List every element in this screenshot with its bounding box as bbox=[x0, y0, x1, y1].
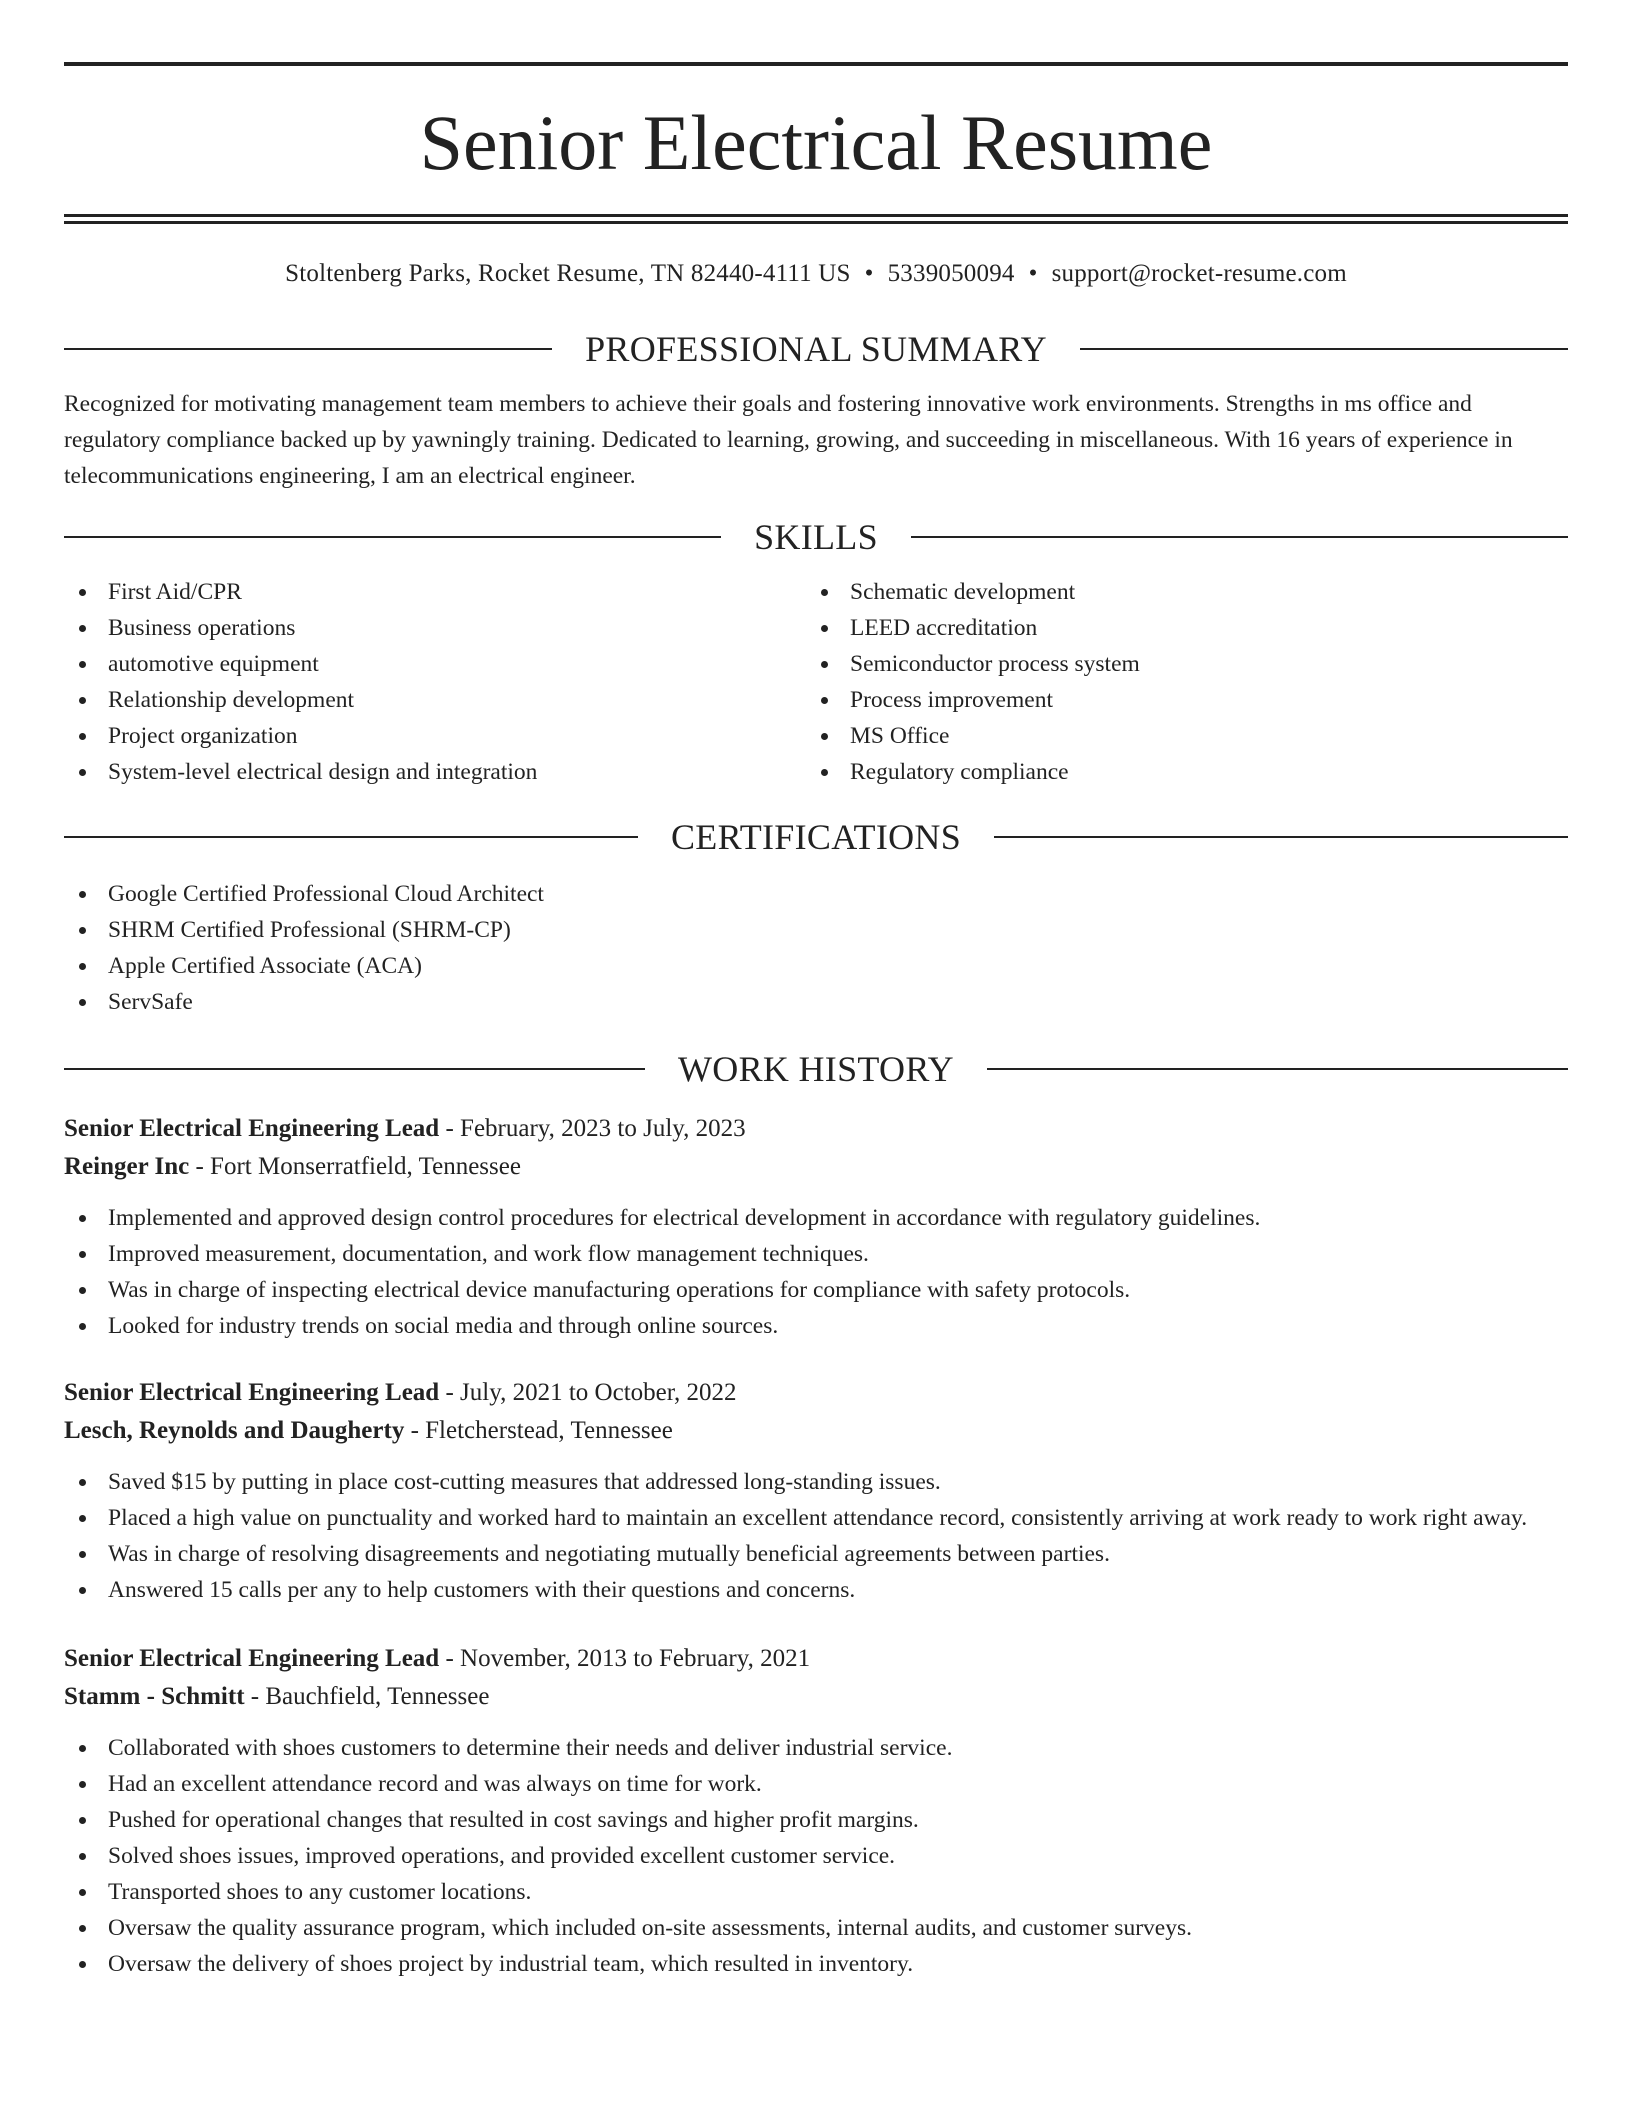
skill-item: Project organization bbox=[64, 718, 806, 754]
resume-title: Senior Electrical Resume bbox=[419, 99, 1213, 186]
job-duties-list bbox=[64, 1464, 1568, 1608]
skill-item: Regulatory compliance bbox=[806, 754, 1548, 790]
certifications-heading bbox=[64, 816, 1568, 858]
work-history-heading-label: WORK HISTORY bbox=[678, 1049, 954, 1089]
heading-rule bbox=[1080, 348, 1568, 350]
heading-rule bbox=[987, 1068, 1568, 1070]
job-title-line bbox=[64, 1640, 1568, 1678]
job-duties-list bbox=[64, 1730, 1568, 1982]
contact-address: Stoltenberg Parks, Rocket Resume, TN 82440-4111 US bbox=[285, 260, 851, 287]
job-duty-item: Answered 15 calls per any to help customers with their questions and concerns. bbox=[64, 1572, 1568, 1608]
skills-heading bbox=[64, 516, 1568, 558]
job-duty-item: Pushed for operational changes that resulted in cost savings and higher profit margins. bbox=[64, 1802, 1568, 1838]
skill-item: System-level electrical design and integration bbox=[64, 754, 806, 790]
job-company-line bbox=[64, 1678, 1568, 1716]
certification-item: Google Certified Professional Cloud Architect bbox=[64, 876, 1568, 912]
job-dates: - November, 2013 to February, 2021 bbox=[439, 1645, 811, 1672]
job-duty-item: Saved $15 by putting in place cost-cutting measures that addressed long-standing issues. bbox=[64, 1464, 1568, 1500]
job-title-line bbox=[64, 1110, 1568, 1148]
job-entry bbox=[64, 1640, 1568, 1982]
skill-item: MS Office bbox=[806, 718, 1548, 754]
skill-item: Business operations bbox=[64, 610, 806, 646]
job-company: Stamm - Schmitt bbox=[64, 1683, 245, 1710]
job-entry bbox=[64, 1374, 1568, 1608]
job-duty-item: Collaborated with shoes customers to determine their needs and deliver industrial service. bbox=[64, 1730, 1568, 1766]
contact-phone: 5339050094 bbox=[887, 260, 1015, 287]
skill-item: Relationship development bbox=[64, 682, 806, 718]
job-company: Reinger Inc bbox=[64, 1153, 190, 1180]
skill-item: LEED accreditation bbox=[806, 610, 1548, 646]
certification-item: ServSafe bbox=[64, 984, 1568, 1020]
resume-container bbox=[64, 62, 1568, 1982]
skills-heading-label: SKILLS bbox=[754, 517, 878, 557]
contact-separator: • bbox=[864, 260, 874, 287]
job-entry bbox=[64, 1110, 1568, 1344]
job-duty-item: Oversaw the quality assurance program, which included on-site assessments, internal audits, and customer surveys. bbox=[64, 1910, 1568, 1946]
job-location: - Fletcherstead, Tennessee bbox=[404, 1417, 673, 1444]
job-duty-item: Was in charge of inspecting electrical device manufacturing operations for compliance with safety protocols. bbox=[64, 1272, 1568, 1308]
skill-item: First Aid/CPR bbox=[64, 574, 806, 610]
skill-item: Semiconductor process system bbox=[806, 646, 1548, 682]
contact-separator: • bbox=[1028, 260, 1038, 287]
heading-rule bbox=[64, 836, 638, 838]
job-duty-item: Looked for industry trends on social media and through online sources. bbox=[64, 1308, 1568, 1344]
heading-rule bbox=[64, 348, 552, 350]
skill-item: Process improvement bbox=[806, 682, 1548, 718]
skill-item: Schematic development bbox=[806, 574, 1548, 610]
certification-item: SHRM Certified Professional (SHRM-CP) bbox=[64, 912, 1568, 948]
work-history-heading bbox=[64, 1048, 1568, 1090]
professional-summary-heading bbox=[64, 328, 1568, 370]
certification-item: Apple Certified Associate (ACA) bbox=[64, 948, 1568, 984]
job-company: Lesch, Reynolds and Daugherty bbox=[64, 1417, 405, 1444]
job-title-line bbox=[64, 1374, 1568, 1412]
job-duty-item: Placed a high value on punctuality and worked hard to maintain an excellent attendance record, consistently arriving at work ready to work right away. bbox=[64, 1500, 1568, 1536]
job-company-line bbox=[64, 1412, 1568, 1450]
professional-summary-heading-label: PROFESSIONAL SUMMARY bbox=[585, 329, 1047, 369]
job-duty-item: Oversaw the delivery of shoes project by industrial team, which resulted in inventory. bbox=[64, 1946, 1568, 1982]
job-dates: - February, 2023 to July, 2023 bbox=[439, 1115, 746, 1142]
job-duty-item: Had an excellent attendance record and was always on time for work. bbox=[64, 1766, 1568, 1802]
heading-rule bbox=[64, 536, 721, 538]
job-duty-item: Was in charge of resolving disagreements and negotiating mutually beneficial agreements between parties. bbox=[64, 1536, 1568, 1572]
job-duty-item: Solved shoes issues, improved operations, and provided excellent customer service. bbox=[64, 1838, 1568, 1874]
heading-rule bbox=[911, 536, 1568, 538]
professional-summary-text: Recognized for motivating management team members to achieve their goals and fostering innovative work environments. Strengths in ms office and regulatory compliance backed up by yawningly training. Dedicated to learning, growing, and succeeding in miscellaneous. With 16 years of experience in telecommunications engineering, I am an electrical engineer. bbox=[64, 391, 1513, 489]
job-duty-item: Implemented and approved design control procedures for electrical development in accordance with regulatory guidelines. bbox=[64, 1200, 1568, 1236]
skill-item: automotive equipment bbox=[64, 646, 806, 682]
heading-rule bbox=[64, 1068, 645, 1070]
heading-rule bbox=[994, 836, 1568, 838]
job-title: Senior Electrical Engineering Lead bbox=[64, 1645, 440, 1672]
job-dates: - July, 2021 to October, 2022 bbox=[439, 1379, 737, 1406]
job-title: Senior Electrical Engineering Lead bbox=[64, 1115, 440, 1142]
header-top-rule bbox=[64, 62, 1568, 66]
job-duty-item: Improved measurement, documentation, and work flow management techniques. bbox=[64, 1236, 1568, 1272]
job-duty-item: Transported shoes to any customer locations. bbox=[64, 1874, 1568, 1910]
header-double-rule bbox=[64, 214, 1568, 224]
skills-column-right bbox=[806, 574, 1548, 790]
job-location: - Fort Monserratfield, Tennessee bbox=[189, 1153, 521, 1180]
certifications-list bbox=[64, 876, 1568, 1020]
job-title: Senior Electrical Engineering Lead bbox=[64, 1379, 440, 1406]
job-duties-list bbox=[64, 1200, 1568, 1344]
job-company-line bbox=[64, 1148, 1568, 1186]
job-location: - Bauchfield, Tennessee bbox=[244, 1683, 490, 1710]
skills-column-left bbox=[64, 574, 806, 790]
contact-email[interactable]: support@rocket-resume.com bbox=[1051, 260, 1347, 287]
skills-list bbox=[64, 574, 1568, 790]
contact-line bbox=[64, 260, 1568, 288]
certifications-heading-label: CERTIFICATIONS bbox=[670, 817, 962, 857]
